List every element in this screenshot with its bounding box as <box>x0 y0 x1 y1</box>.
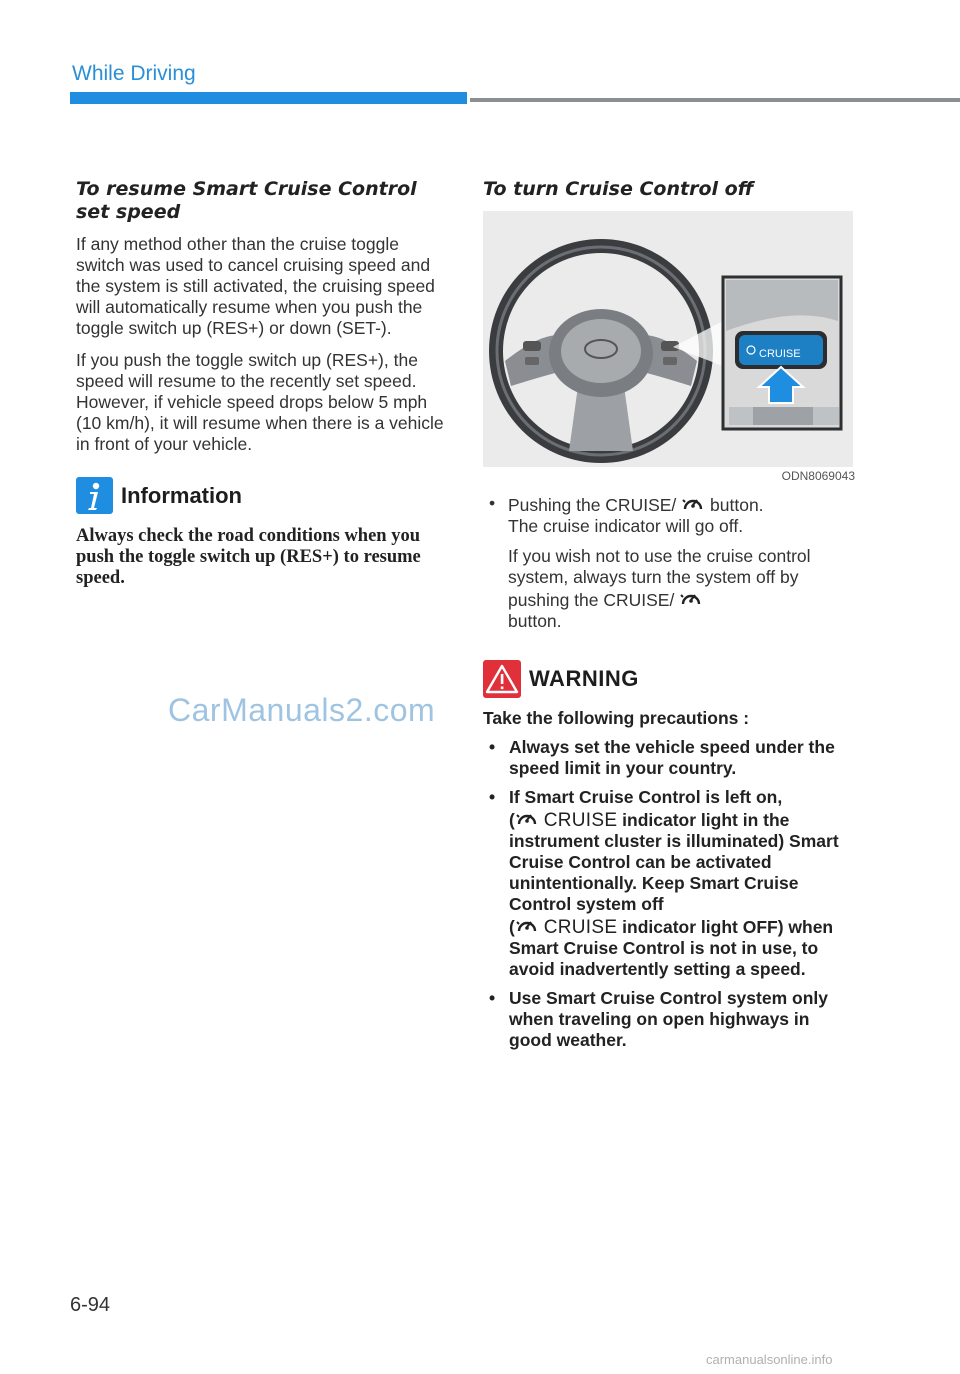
cruise-indicator-word: CRUISE <box>543 917 618 938</box>
information-heading <box>76 477 448 514</box>
turn-off-advice-text-b: button. <box>508 611 562 631</box>
bullet-cruise-off <box>483 493 855 537</box>
information-icon <box>76 477 113 514</box>
warning-bullet-speed-limit-text: Always set the vehicle speed under the speed limit in your country. <box>509 737 835 778</box>
bullet-dot: • <box>489 737 496 757</box>
warning-bullet-left-on <box>483 787 855 980</box>
information-label: Information <box>121 482 242 508</box>
section-title-turn-off: To turn Cruise Control off <box>483 178 754 200</box>
cruise-speedometer-icon <box>515 915 539 937</box>
left-column <box>76 178 448 589</box>
warning-left-on-paren: ( <box>509 810 515 830</box>
paragraph-turn-off-advice <box>483 546 855 632</box>
warning-bullet-speed-limit <box>483 737 855 779</box>
bullet-dot: • <box>489 787 496 807</box>
warning-heading <box>483 660 855 698</box>
right-column <box>483 178 855 1059</box>
page-number: 6-94 <box>70 1294 111 1316</box>
cruise-indicator-word: CRUISE <box>543 810 618 831</box>
watermark: CarManuals2.com <box>168 692 436 728</box>
warning-triangle-icon <box>483 660 521 698</box>
warning-left-on-text-c: indicator light OFF) when Smart Cruise Control is not in use, to avoid inadvertently setting a speed. <box>509 917 834 979</box>
warning-left-on-text-b: indicator light in the instrument cluster is illuminated) Smart Cruise Control can be activated unintentionally. Keep Smart Cruise Control system off <box>509 810 839 914</box>
bullet-dot: • <box>489 988 496 1008</box>
bullet-cruise-off-text-a: Pushing the CRUISE/ <box>508 495 677 515</box>
warning-bullet-open-highways <box>483 988 855 1051</box>
warning-left-on-text-a: If Smart Cruise Control is left on, <box>509 787 783 807</box>
header-bar-accent <box>70 92 467 104</box>
turn-off-advice-text-a: If you wish not to use the cruise control system, always turn the system off by pushing the CRUISE/ <box>508 546 811 610</box>
figure-code: ODN8069043 <box>781 469 855 483</box>
warning-open-highways-text: Use Smart Cruise Control system only when traveling on open highways in good weather. <box>509 988 828 1050</box>
bullet-cruise-off-text-b: button. <box>710 495 764 515</box>
figure-cruise-button-label: CRUISE <box>759 348 801 360</box>
warning-left-on-paren: ( <box>509 917 515 937</box>
paragraph-resume-1: If any method other than the cruise toggle switch was used to cancel cruising speed and the system is still activated, the cruising speed will automatically resume when you push the toggle switch up (RES+) or down (SET-). <box>76 234 435 338</box>
steering-wheel-figure <box>483 211 853 467</box>
paragraph-resume-2: If you push the toggle switch up (RES+), the speed will resume to the recently set speed. However, if vehicle speed drops below 5 mph (10 km/h), it will resume when there is a vehicle in front of your vehicle. <box>76 350 444 454</box>
cruise-speedometer-icon <box>515 808 539 830</box>
information-text: Always check the road conditions when you push the toggle switch up (RES+) to resume speed. <box>76 526 421 588</box>
warning-label: WARNING <box>529 666 639 691</box>
section-title-resume: To resume Smart Cruise Control set speed <box>76 178 417 223</box>
bullet-dot: • <box>489 493 496 513</box>
bullet-cruise-off-text-c: The cruise indicator will go off. <box>508 516 744 536</box>
header-title: While Driving <box>72 62 196 85</box>
cruise-speedometer-icon <box>679 588 703 610</box>
footer-watermark-url: carmanualsonline.info <box>706 1352 833 1367</box>
cruise-speedometer-icon <box>681 493 705 515</box>
header-bar-rule <box>470 98 960 102</box>
warning-intro: Take the following precautions : <box>483 708 750 728</box>
